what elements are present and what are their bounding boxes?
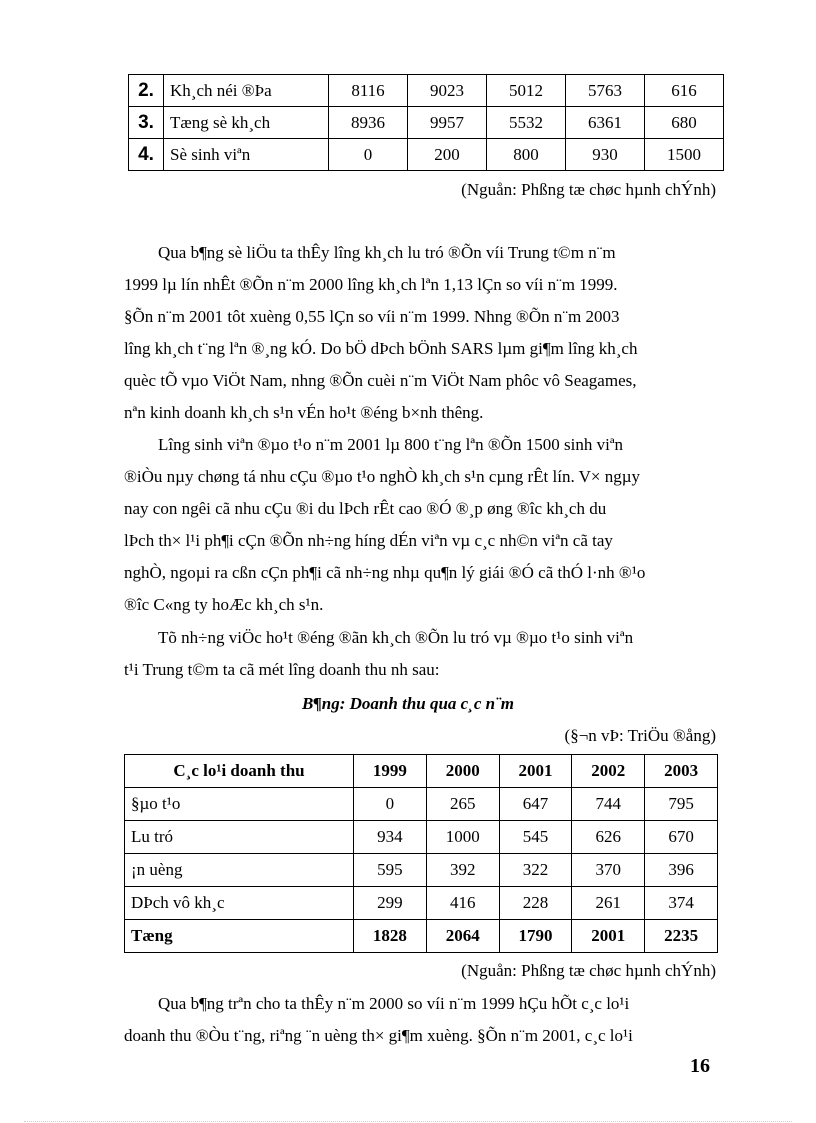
- total-row: [125, 920, 718, 953]
- table-cell: 322: [499, 854, 572, 887]
- table-cell: 374: [645, 887, 718, 920]
- row-number: 3.: [129, 107, 164, 139]
- table-cell: 1828: [354, 920, 427, 953]
- page-bottom-border: [24, 1121, 792, 1122]
- table-cell: 5532: [487, 107, 566, 139]
- table-row: [129, 75, 724, 107]
- table-cell: 0: [354, 788, 427, 821]
- text-line: §Õn n¨m 2001 tôt xuèng 0,55 lÇn so víi n¨m 1999. Nhng ®Õn n¨m 2003: [124, 307, 620, 326]
- table-cell: 8936: [329, 107, 408, 139]
- text-line: nay con ngêi cã nhu cÇu ®i du lÞch rÊt cao ®Ó ®¸p øng ®îc kh¸ch du: [124, 499, 607, 518]
- table-cell: 626: [572, 821, 645, 854]
- column-header: 2001: [499, 755, 572, 788]
- table-cell: 9023: [408, 75, 487, 107]
- table-cell: 2001: [572, 920, 645, 953]
- table-cell: 2235: [645, 920, 718, 953]
- table-cell: 647: [499, 788, 572, 821]
- table-cell: 9957: [408, 107, 487, 139]
- row-label: ¡n uèng: [125, 854, 354, 887]
- table-row: [129, 139, 724, 171]
- table-caption: B¶ng: Doanh thu qua c¸c n¨m: [301, 694, 515, 713]
- table-row: [125, 821, 718, 854]
- row-label: Tæng: [125, 920, 354, 953]
- table-cell: 416: [426, 887, 499, 920]
- text-line: ®îc C«ng ty hoÆc kh¸ch s¹n.: [124, 595, 324, 614]
- table-cell: 595: [354, 854, 427, 887]
- column-header: 1999: [354, 755, 427, 788]
- visitor-table: [128, 74, 724, 171]
- text-line: 1999 lµ lín nhÊt ®Õn n¨m 2000 lîng kh¸ch lªn 1,13 lÇn so víi n¨m 1999.: [124, 275, 618, 294]
- table-cell: 670: [645, 821, 718, 854]
- row-label: Tæng sè kh¸ch: [164, 107, 329, 139]
- table-cell: 396: [645, 854, 718, 887]
- text-line: doanh thu ®Òu t¨ng, riªng ¨n uèng th× gi¶m xuèng. §Õn n¨m 2001, c¸c lo¹i: [124, 1026, 633, 1045]
- row-number: 2.: [129, 75, 164, 107]
- text-line: nghÒ, ngoµi ra cßn cÇn ph¶i cã nh÷ng nhµ qu¶n lý giái ®Ó cã thÓ l·nh ®¹o: [124, 563, 646, 582]
- source-note: (Nguån: Phßng tæ chøc hµnh chÝnh): [461, 180, 716, 199]
- text-line: Tõ nh÷ng viÖc ho¹t ®éng ®ãn kh¸ch ®Õn lu tró vµ ®µo t¹o sinh viªn: [158, 628, 634, 647]
- paragraph: [124, 988, 716, 1052]
- text-line: ®iÒu nµy chøng tá nhu cÇu ®µo t¹o nghÒ kh¸ch s¹n cµng rÊt lín. V× ngµy: [124, 467, 641, 486]
- text-line: t¹i Trung t©m ta cã mét lîng doanh thu nh sau:: [124, 660, 440, 679]
- table-cell: 930: [566, 139, 645, 171]
- table-cell: 228: [499, 887, 572, 920]
- table-cell: 370: [572, 854, 645, 887]
- table-row: [125, 887, 718, 920]
- table-cell: 1790: [499, 920, 572, 953]
- table-cell: 800: [487, 139, 566, 171]
- table-cell: 392: [426, 854, 499, 887]
- table-cell: 680: [645, 107, 724, 139]
- table-cell: 1000: [426, 821, 499, 854]
- unit-note: (§¬n vÞ: TriÖu ®ång): [564, 726, 716, 745]
- table-cell: 934: [354, 821, 427, 854]
- column-header: 2000: [426, 755, 499, 788]
- table-cell: 545: [499, 821, 572, 854]
- row-label: Kh¸ch néi ®Þa: [164, 75, 329, 107]
- column-header: C¸c lo¹i doanh thu: [125, 755, 354, 788]
- table-cell: 200: [408, 139, 487, 171]
- text-line: lÞch th× l¹i ph¶i cÇn ®Õn nh÷ng híng dÉn viªn vµ c¸c nh©n viªn cã tay: [124, 531, 613, 550]
- table-cell: 265: [426, 788, 499, 821]
- revenue-table: [124, 754, 718, 953]
- table-cell: 795: [645, 788, 718, 821]
- table-header-row: [125, 755, 718, 788]
- table-cell: 5763: [566, 75, 645, 107]
- table-cell: 6361: [566, 107, 645, 139]
- page-number: 16: [690, 1055, 710, 1077]
- text-line: Qua b¶ng trªn cho ta thÊy n¨m 2000 so víi n¨m 1999 hÇu hÕt c¸c lo¹i: [158, 994, 630, 1013]
- table-row: [125, 854, 718, 887]
- text-line: Qua b¶ng sè liÖu ta thÊy lîng kh¸ch lu tró ®Õn víi Trung t©m n¨m: [158, 243, 616, 262]
- table-cell: 299: [354, 887, 427, 920]
- table-row: [129, 107, 724, 139]
- table-cell: 2064: [426, 920, 499, 953]
- column-header: 2003: [645, 755, 718, 788]
- row-label: §µo t¹o: [125, 788, 354, 821]
- text-line: Lîng sinh viªn ®µo t¹o n¨m 2001 lµ 800 t¨ng lªn ®Õn 1500 sinh viªn: [158, 435, 624, 454]
- table-cell: 8116: [329, 75, 408, 107]
- table-row: [125, 788, 718, 821]
- paragraph: [124, 622, 716, 686]
- text-line: lîng kh¸ch t¨ng lªn ®¸ng kÓ. Do bÖ dÞch bÖnh SARS lµm gi¶m lîng kh¸ch: [124, 339, 638, 358]
- paragraph: [124, 429, 716, 621]
- text-line: nªn kinh doanh kh¸ch s¹n vÉn ho¹t ®éng b×nh thêng.: [124, 403, 484, 422]
- table-cell: 616: [645, 75, 724, 107]
- paragraph: [124, 237, 716, 429]
- table-cell: 1500: [645, 139, 724, 171]
- table-cell: 5012: [487, 75, 566, 107]
- text-line: quèc tÕ vµo ViÖt Nam, nhng ®Õn cuèi n¨m ViÖt Nam phôc vô Seagames,: [124, 371, 637, 390]
- source-note: (Nguån: Phßng tæ chøc hµnh chÝnh): [461, 961, 716, 980]
- row-label: DÞch vô kh¸c: [125, 887, 354, 920]
- row-label: Lu tró: [125, 821, 354, 854]
- table-cell: 744: [572, 788, 645, 821]
- column-header: 2002: [572, 755, 645, 788]
- row-label: Sè sinh viªn: [164, 139, 329, 171]
- row-number: 4.: [129, 139, 164, 171]
- table-cell: 0: [329, 139, 408, 171]
- table-cell: 261: [572, 887, 645, 920]
